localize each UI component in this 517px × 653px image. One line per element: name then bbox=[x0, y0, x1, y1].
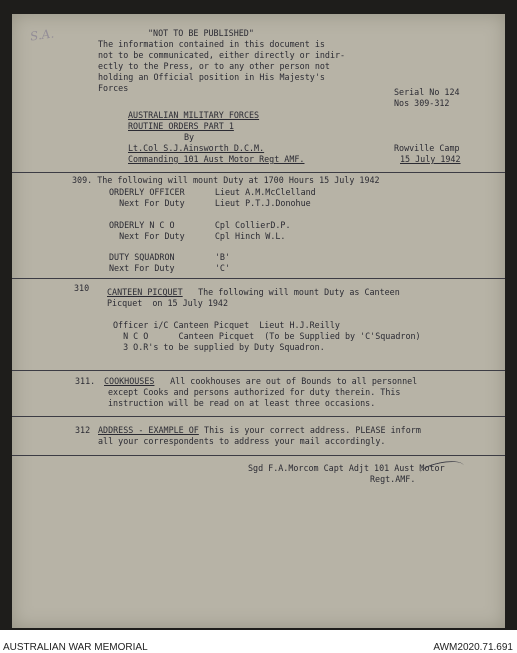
order-309-row: Next For Duty 'C' bbox=[109, 263, 231, 273]
restriction-line-5: Forces bbox=[98, 83, 129, 93]
order-310-row: N C O Canteen Picquet (To be Supplied by 'C'Squadron) bbox=[113, 331, 421, 341]
order-312-text: This is your correct address. PLEASE inform bbox=[199, 425, 421, 435]
heading-forces: AUSTRALIAN MILITARY FORCES bbox=[128, 110, 260, 120]
section-divider bbox=[12, 278, 505, 279]
document-page bbox=[12, 14, 505, 628]
order-309-intro: 309. The following will mount Duty at 1700 Hours 15 July 1942 bbox=[72, 175, 380, 185]
footer-credit: AUSTRALIAN WAR MEMORIAL bbox=[3, 642, 148, 653]
order-309-row: ORDERLY N C O Cpl CollierD.P. bbox=[109, 220, 291, 230]
order-310-title: CANTEEN PICQUET bbox=[107, 287, 183, 297]
order-309-row: ORDERLY OFFICER Lieut A.M.McClelland bbox=[109, 187, 316, 197]
heading-routine-orders: ROUTINE ORDERS PART 1 bbox=[128, 121, 234, 131]
restriction-line-4: holding an Official position in His Majesty's bbox=[98, 72, 325, 82]
heading-command: Commanding 101 Aust Motor Regt AMF. bbox=[128, 154, 305, 164]
order-310-text: The following will mount Duty as Canteen bbox=[188, 287, 400, 297]
order-312-text: all your correspondents to address your mail accordingly. bbox=[98, 436, 386, 446]
signature-line-2: Regt.AMF. bbox=[370, 474, 416, 484]
order-310-number: 310 bbox=[74, 283, 90, 293]
section-divider bbox=[12, 370, 505, 371]
order-312-number: 312 bbox=[75, 425, 91, 435]
serial-number: Serial No 124 bbox=[394, 87, 460, 97]
order-date: 15 July 1942 bbox=[400, 154, 461, 164]
signature-line-1: Sgd F.A.Morcom Capt Adjt 101 Aust Motor bbox=[248, 463, 445, 473]
order-310-text: Picquet on 15 July 1942 bbox=[107, 298, 229, 308]
order-310-row: Officer i/C Canteen Picquet Lieut H.J.Reilly bbox=[113, 320, 340, 330]
footer-accession-number: AWM2020.71.691 bbox=[433, 642, 513, 653]
order-309-row: DUTY SQUADRON 'B' bbox=[109, 252, 231, 262]
heading-commander: Lt.Col S.J.Ainsworth D.C.M. bbox=[128, 143, 265, 153]
order-numbers: Nos 309-312 bbox=[394, 98, 450, 108]
signature-flourish bbox=[419, 457, 465, 482]
order-310-row: 3 O.R's to be supplied by Duty Squadron. bbox=[113, 342, 325, 352]
order-311-title: COOKHOUSES bbox=[104, 376, 155, 386]
section-divider bbox=[12, 416, 505, 417]
order-311-text: All cookhouses are out of Bounds to all personnel bbox=[155, 376, 418, 386]
order-312-title: ADDRESS - EXAMPLE OF bbox=[98, 425, 199, 435]
heading-by: By bbox=[184, 132, 195, 142]
order-311-text: except Cooks and persons authorized for duty therein. This bbox=[108, 387, 401, 397]
restriction-line-3: ectly to the Press, or to any other person not bbox=[98, 61, 330, 71]
section-divider bbox=[12, 455, 505, 456]
order-309-row: Next For Duty Lieut P.T.J.Donohue bbox=[109, 198, 311, 208]
footer-bar bbox=[0, 630, 517, 653]
order-311-number: 311. bbox=[75, 376, 96, 386]
restriction-line-1: The information contained in this document is bbox=[98, 39, 325, 49]
order-309-row: Next For Duty Cpl Hinch W.L. bbox=[109, 231, 286, 241]
camp-location: Rowville Camp bbox=[394, 143, 460, 153]
order-311-text: instruction will be read on at least three occasions. bbox=[108, 398, 376, 408]
restriction-line-2: not to be communicated, either directly or indir- bbox=[98, 50, 346, 60]
restriction-title: "NOT TO BE PUBLISHED" bbox=[148, 28, 254, 38]
handwritten-note: S.A. bbox=[29, 26, 55, 44]
section-divider bbox=[12, 172, 505, 173]
